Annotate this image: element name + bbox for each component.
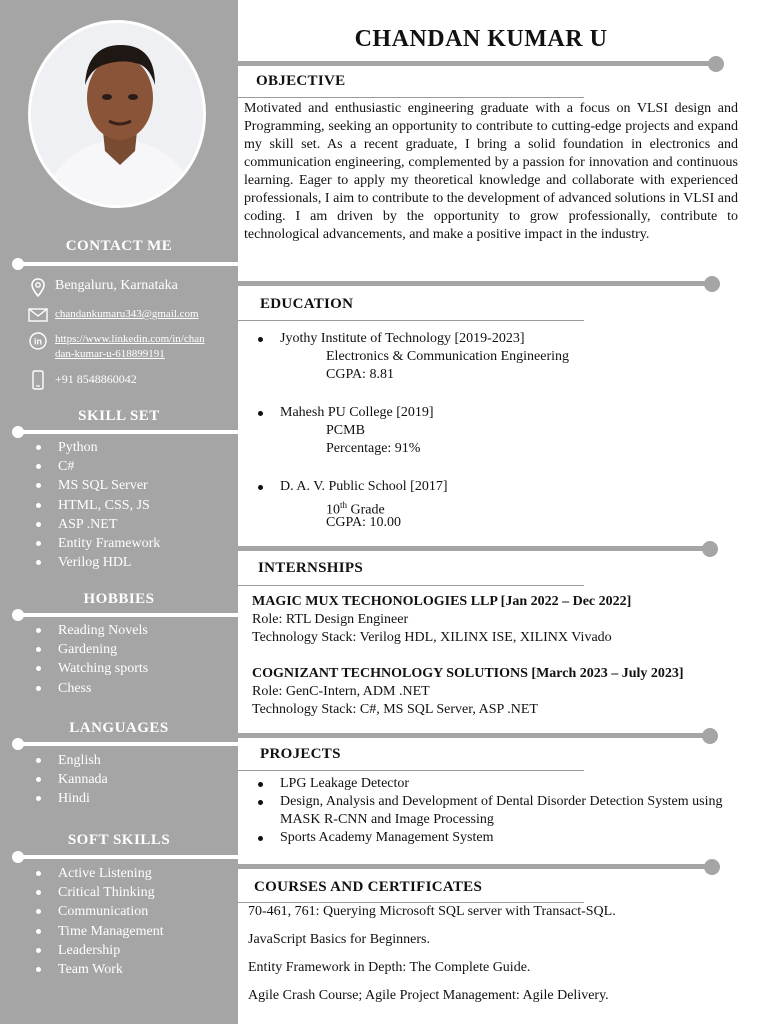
projects-heading: PROJECTS <box>260 746 341 762</box>
list-item: Active Listening <box>36 864 164 883</box>
internships-heading: INTERNSHIPS <box>258 560 363 576</box>
projects-bar <box>238 733 710 738</box>
course-item: JavaScript Basics for Beginners. <box>248 932 430 947</box>
education-bar <box>238 281 712 286</box>
list-item: MS SQL Server <box>36 476 160 495</box>
contact-linkedin <box>28 332 205 362</box>
soft-skills-heading: SOFT SKILLS <box>67 832 171 848</box>
list-item: Python <box>36 438 160 457</box>
education-underline <box>238 320 584 321</box>
objective-text: Motivated and enthusiastic engineering graduate with a focus on VLSI design and Programming, seeking an opportunity to contribute to cutting-edge projects and expand my skill set. As a recent graduate, I bring a solid foundation in electronics and communication engineering, complemented by a passion for innovation and continuous learning. Eager to apply my theoretical knowledge and collaborate with experienced professionals, I aim to contribute to the development of advanced solutions in VLSI and coding. I am driven by the opportunity to grow professionally, contribute to technological advancements, and make a positive impact in the industry. <box>244 101 738 242</box>
bullet <box>258 485 263 490</box>
list-item: Communication <box>36 902 164 921</box>
languages-list <box>36 751 108 809</box>
hobbies-heading: HOBBIES <box>83 591 155 607</box>
list-item: Watching sports <box>36 659 148 678</box>
contact-email <box>28 308 199 322</box>
linkedin-icon <box>28 332 48 350</box>
sidebar <box>0 0 238 1024</box>
email-link[interactable]: chandankumaru343@gmail.com <box>55 308 199 320</box>
objective-heading: OBJECTIVE <box>256 73 346 89</box>
location-text: Bengaluru, Karnataka <box>55 278 178 293</box>
list-item: Hindi <box>36 789 108 808</box>
internship-role: Role: RTL Design Engineer <box>252 612 409 627</box>
list-item: Reading Novels <box>36 621 148 640</box>
svg-text:in: in <box>34 336 42 347</box>
list-item: Leadership <box>36 941 164 960</box>
list-item: Kannada <box>36 770 108 789</box>
education-title: Mahesh PU College [2019] <box>280 405 434 420</box>
list-item: Chess <box>36 679 148 698</box>
envelope-icon <box>28 308 48 322</box>
courses-underline <box>238 902 584 903</box>
internship-stack: Technology Stack: C#, MS SQL Server, ASP .NET <box>252 702 538 717</box>
linkedin-line-1[interactable]: https://www.linkedin.com/in/chan <box>55 333 205 345</box>
mobile-phone-icon <box>28 370 48 390</box>
languages-divider <box>18 742 238 746</box>
contact-divider <box>18 262 238 266</box>
education-score: CGPA: 8.81 <box>326 367 394 382</box>
internship-stack: Technology Stack: Verilog HDL, XILINX ISE, XILINX Vivado <box>252 630 612 645</box>
education-detail: PCMB <box>326 423 365 438</box>
course-item: Entity Framework in Depth: The Complete Guide. <box>248 960 531 975</box>
projects-list <box>258 775 738 847</box>
education-title: D. A. V. Public School [2017] <box>280 479 448 494</box>
grade-word: Grade <box>347 502 385 518</box>
education-score: Percentage: 91% <box>326 441 421 456</box>
projects-underline <box>238 770 584 771</box>
contact-location <box>28 278 178 298</box>
internship-item <box>252 593 631 647</box>
internship-item <box>252 665 684 719</box>
profile-portrait <box>31 23 206 208</box>
list-item: C# <box>36 457 160 476</box>
linkedin-line-2[interactable]: dan-kumar-u-618899191 <box>55 348 165 360</box>
courses-bar <box>238 864 712 869</box>
internships-bar <box>238 546 710 551</box>
grade-number: 10 <box>326 502 340 518</box>
skills-heading: SKILL SET <box>78 408 160 424</box>
education-score: CGPA: 10.00 <box>326 515 401 530</box>
list-item: ASP .NET <box>36 515 160 534</box>
grade-suffix: th <box>340 500 348 510</box>
internship-role: Role: GenC-Intern, ADM .NET <box>252 684 430 699</box>
list-item: Sports Academy Management System <box>258 829 738 847</box>
contact-heading: CONTACT ME <box>65 238 173 254</box>
skills-divider <box>18 430 238 434</box>
hobbies-list <box>36 621 148 698</box>
internships-underline <box>238 585 584 586</box>
list-item: Team Work <box>36 960 164 979</box>
linkedin-link[interactable] <box>55 332 205 362</box>
soft-skills-divider <box>18 855 238 859</box>
list-item: Gardening <box>36 640 148 659</box>
list-item: Verilog HDL <box>36 553 160 572</box>
list-item: HTML, CSS, JS <box>36 496 160 515</box>
list-item: Critical Thinking <box>36 883 164 902</box>
objective-bar <box>238 61 716 66</box>
skills-list <box>36 438 160 572</box>
contact-phone <box>28 370 137 390</box>
course-item: Agile Crash Course; Agile Project Management: Agile Delivery. <box>248 988 609 1003</box>
soft-skills-list <box>36 864 164 979</box>
profile-photo <box>28 20 206 208</box>
location-pin-icon <box>28 278 48 298</box>
course-item: 70-461, 761: Querying Microsoft SQL server with Transact-SQL. <box>248 904 616 919</box>
list-item: Design, Analysis and Development of Dental Disorder Detection System using MASK R-CNN and Image Processing <box>258 793 738 829</box>
education-detail: Electronics & Communication Engineering <box>326 349 569 364</box>
list-item: English <box>36 751 108 770</box>
bullet <box>258 337 263 342</box>
education-heading: EDUCATION <box>260 296 354 312</box>
objective-underline <box>238 97 584 98</box>
languages-heading: LANGUAGES <box>69 720 169 736</box>
courses-heading: COURSES AND CERTIFICATES <box>254 879 483 895</box>
hobbies-divider <box>18 613 238 617</box>
candidate-name: CHANDAN KUMAR U <box>354 26 608 52</box>
phone-text: +91 8548860042 <box>55 372 137 386</box>
list-item: Entity Framework <box>36 534 160 553</box>
internship-company: COGNIZANT TECHNOLOGY SOLUTIONS [March 2023 – July 2023] <box>252 666 684 681</box>
education-title: Jyothy Institute of Technology [2019-2023] <box>280 331 525 346</box>
list-item: Time Management <box>36 922 164 941</box>
internship-company: MAGIC MUX TECHONOLOGIES LLP [Jan 2022 – Dec 2022] <box>252 594 632 609</box>
bullet <box>258 411 263 416</box>
list-item: LPG Leakage Detector <box>258 775 738 793</box>
